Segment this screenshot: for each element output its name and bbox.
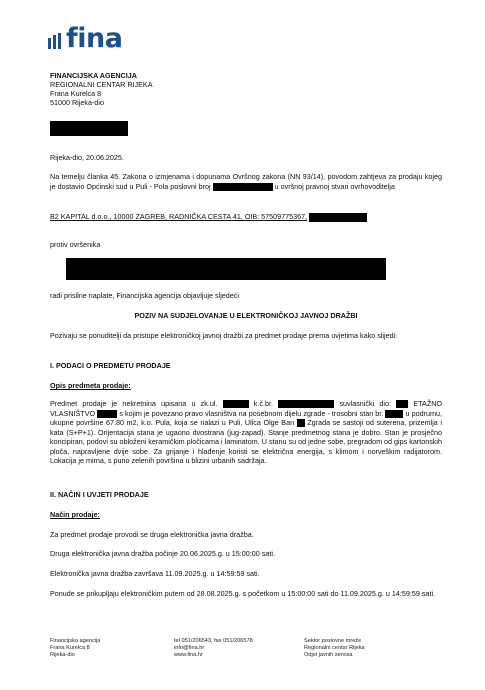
footer-website-link[interactable]: www.fina.hr	[174, 652, 203, 659]
document-title: POZIV NA SUDJELOVANJE U ELEKTRONIČKOJ JAVNOJ DRAŽBI	[134, 311, 358, 320]
auction-end: Elektronička javna dražba završava 11.09.2025.g. u 14:59:59 sati.	[50, 569, 260, 578]
creditor-text: B2 KAPITAL d.o.o., 10000 ZAGREB, RADNIČKA CESTA 41, OIB: 57509775367,	[50, 212, 308, 221]
redaction-flat-number	[385, 410, 403, 418]
footer-contact: tel 051/206543, fax 051/206578 info@fina.hr www.fina.hr	[174, 638, 253, 659]
date-line: Rijeka-dio, 20.06.2025.	[50, 153, 124, 162]
redaction-zk-ul	[223, 400, 249, 408]
property-description: Predmet prodaje je nekretnina upisana u zk.ul. k.č.br. suvlasnički dio: ETAŽNO VLASNIŠTVO s kojim je povezano pravo vlasništva na posebnom dijelu zgrade - trosobni stan br. u podrumu, ukupne površine 67,80 m2, k.o. Pula, koja se nalazi u Puli, Ulica Olge Ban Zgrada se sastoji od suterena, prizemlja i kata (S+P+1). Orijentacija stana je ugaono dvostrana (jug-zapad). Stanje predmetnog stana je dobro. Stan je prosječno koncipiran, podovi su obloženi keramičkim pločicama i laminatom. U stanu su od jedne sobe, pregradom od gips kartonskih ploča, napravljene dvije sobe. Za grijanje i hlađenje koristi se električna energija, s klimom i norveškim radijatorom. Lokacija je mirna, s puno zelenih površina u blizini urbanih sadržaja.	[50, 399, 443, 465]
redaction-creditor	[309, 213, 367, 222]
section1-heading: I. PODACI O PREDMETU PRODAJE	[50, 361, 171, 370]
section2-subheading: Način prodaje:	[50, 510, 100, 519]
footer-department: Sektor poslovne mreže Regionalni centar Rijeka Odjel javnih servisa	[304, 638, 365, 659]
sender-org: FINANCIJSKA AGENCIJA	[50, 71, 137, 80]
reason-line: radi prisilne naplate, Financijska agencija objavljuje sljedeći	[50, 291, 239, 300]
logo-text: fina	[66, 22, 123, 54]
redaction-case-number	[213, 183, 273, 191]
sender-address	[50, 71, 442, 107]
against-line: protiv ovršenika	[50, 240, 101, 249]
invite-paragraph: Pozivaju se ponuditelji da pristupe elektroničkoj javnoj dražbi za predmet prodaje prema uvjetima kako slijedi:	[50, 331, 398, 340]
auction-type: Za predmet prodaje provodi se druga elektronička javna dražba.	[50, 530, 254, 539]
section2-heading: II. NAČIN I UVJETI PRODAJE	[50, 490, 149, 499]
intro-part1: Na temelju članka 45. Zakona o izmjenama i dopunama Ovršnog zakona (NN 93/14), povodom zahtjeva za prodaju kojeg je dostavio Općinski sud u Puli - Pola poslovni broj	[50, 172, 442, 191]
section1-subheading: Opis predmeta prodaje:	[50, 381, 131, 390]
offers-period: Ponude se prikupljaju elektroničkim putem od 28.08.2025.g. s početkom u 15:00:00 sati do 11.09.2025.g. u 14:59:59 sati.	[50, 589, 436, 598]
sender-center: REGIONALNI CENTAR RIJEKA	[50, 80, 153, 89]
redaction-recipient	[50, 121, 128, 136]
redaction-share	[396, 400, 408, 408]
footer-address: Financijska agencija Frana Kurelca 8 Rijeka-dio	[50, 638, 101, 659]
logo-bars-icon	[48, 33, 61, 49]
intro-part2: u ovršnoj pravnoj stvari ovrhovoditelja	[274, 181, 395, 191]
redaction-kc-br	[278, 400, 334, 408]
footer-email-link[interactable]: info@fina.hr	[174, 645, 205, 652]
auction-start: Druga elektronička javna dražba počinje 20.06.2025.g. u 15:00:00 sati.	[50, 549, 275, 558]
sender-street: Frana Kurelca 8	[50, 89, 102, 98]
creditor-line	[50, 212, 442, 222]
intro-paragraph	[50, 172, 442, 191]
redaction-debtor	[66, 258, 386, 280]
fina-logo	[48, 24, 122, 52]
sender-city: 51000 Rijeka-dio	[50, 98, 104, 107]
redaction-etaza	[97, 410, 117, 418]
redaction-house-number	[297, 419, 305, 427]
